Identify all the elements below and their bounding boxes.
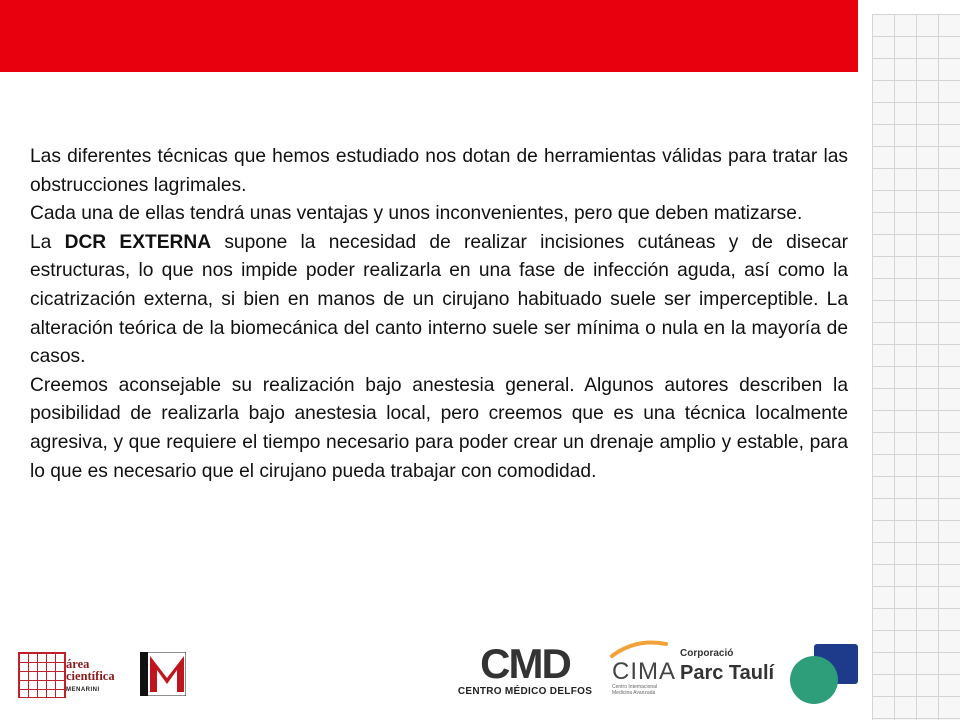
area-cientifica-logo <box>18 652 170 700</box>
delfos-caption: CENTRO MÉDICO DELFOS <box>457 686 593 697</box>
paragraph-3-rest: supone la necesidad de realizar incisiones cutáneas y de disecar estructuras, lo que nos impide poder realizarla en una fase de infección aguda, así como la cicatrización externa, si bien en manos de un cirujano habituado suele ser imperceptible. La alteración teórica de la biomecánica del canto interno suele ser mínima o nula en la mayoría de casos. <box>30 231 848 368</box>
menarini-m-icon <box>140 652 186 696</box>
delfos-mark-text: CMD <box>480 640 570 684</box>
area-grid-icon <box>18 652 66 698</box>
menarini-label: MENARINI <box>66 687 100 693</box>
parc-tauli-logo <box>680 644 860 700</box>
header-red-band <box>0 0 858 72</box>
centro-medico-delfos-logo <box>450 640 600 700</box>
cima-arc-icon <box>606 636 676 658</box>
parc-tauli-name: Parc Taulí <box>680 662 775 684</box>
sponsor-footer <box>0 630 870 700</box>
area-cientifica-text <box>66 658 115 696</box>
cima-sub-line-2: Medicina Avanzada <box>612 690 656 696</box>
slide-body <box>30 143 848 486</box>
paragraph-1: Las diferentes técnicas que hemos estudiado nos dotan de herramientas válidas para tratar las obstrucciones lagrimales. <box>30 146 848 196</box>
dcr-externa-term: DCR EXTERNA <box>64 231 212 253</box>
cima-name: CIMA <box>612 658 676 685</box>
paragraph-3 <box>30 229 848 372</box>
paragraph-3-prefix: La <box>30 231 65 253</box>
parc-corporacio: Corporació <box>680 648 734 659</box>
parc-circle-icon <box>790 656 838 704</box>
area-line-2: científica <box>66 669 115 683</box>
paragraph-2: Cada una de ellas tendrá unas ventajas y unos inconvenientes, pero que deben matizarse. <box>30 203 803 225</box>
cima-subtitle <box>612 684 657 696</box>
delfos-mark-icon <box>450 640 600 684</box>
cima-logo <box>606 636 676 700</box>
cima-sub-line-1: Centro Internacional <box>612 684 658 690</box>
paragraph-4: Creemos aconsejable su realización bajo anestesia general. Algunos autores describen la posibilidad de realizarla bajo anestesia local, pero creemos que es una técnica localmente agresiva, y que requiere el tiempo necesario para poder crear un drenaje amplio y estable, para lo que es necesario que el cirujano pueda trabajar con comodidad. <box>30 374 848 482</box>
area-line-1: área <box>66 657 90 671</box>
decorative-grid-strip <box>872 14 960 720</box>
